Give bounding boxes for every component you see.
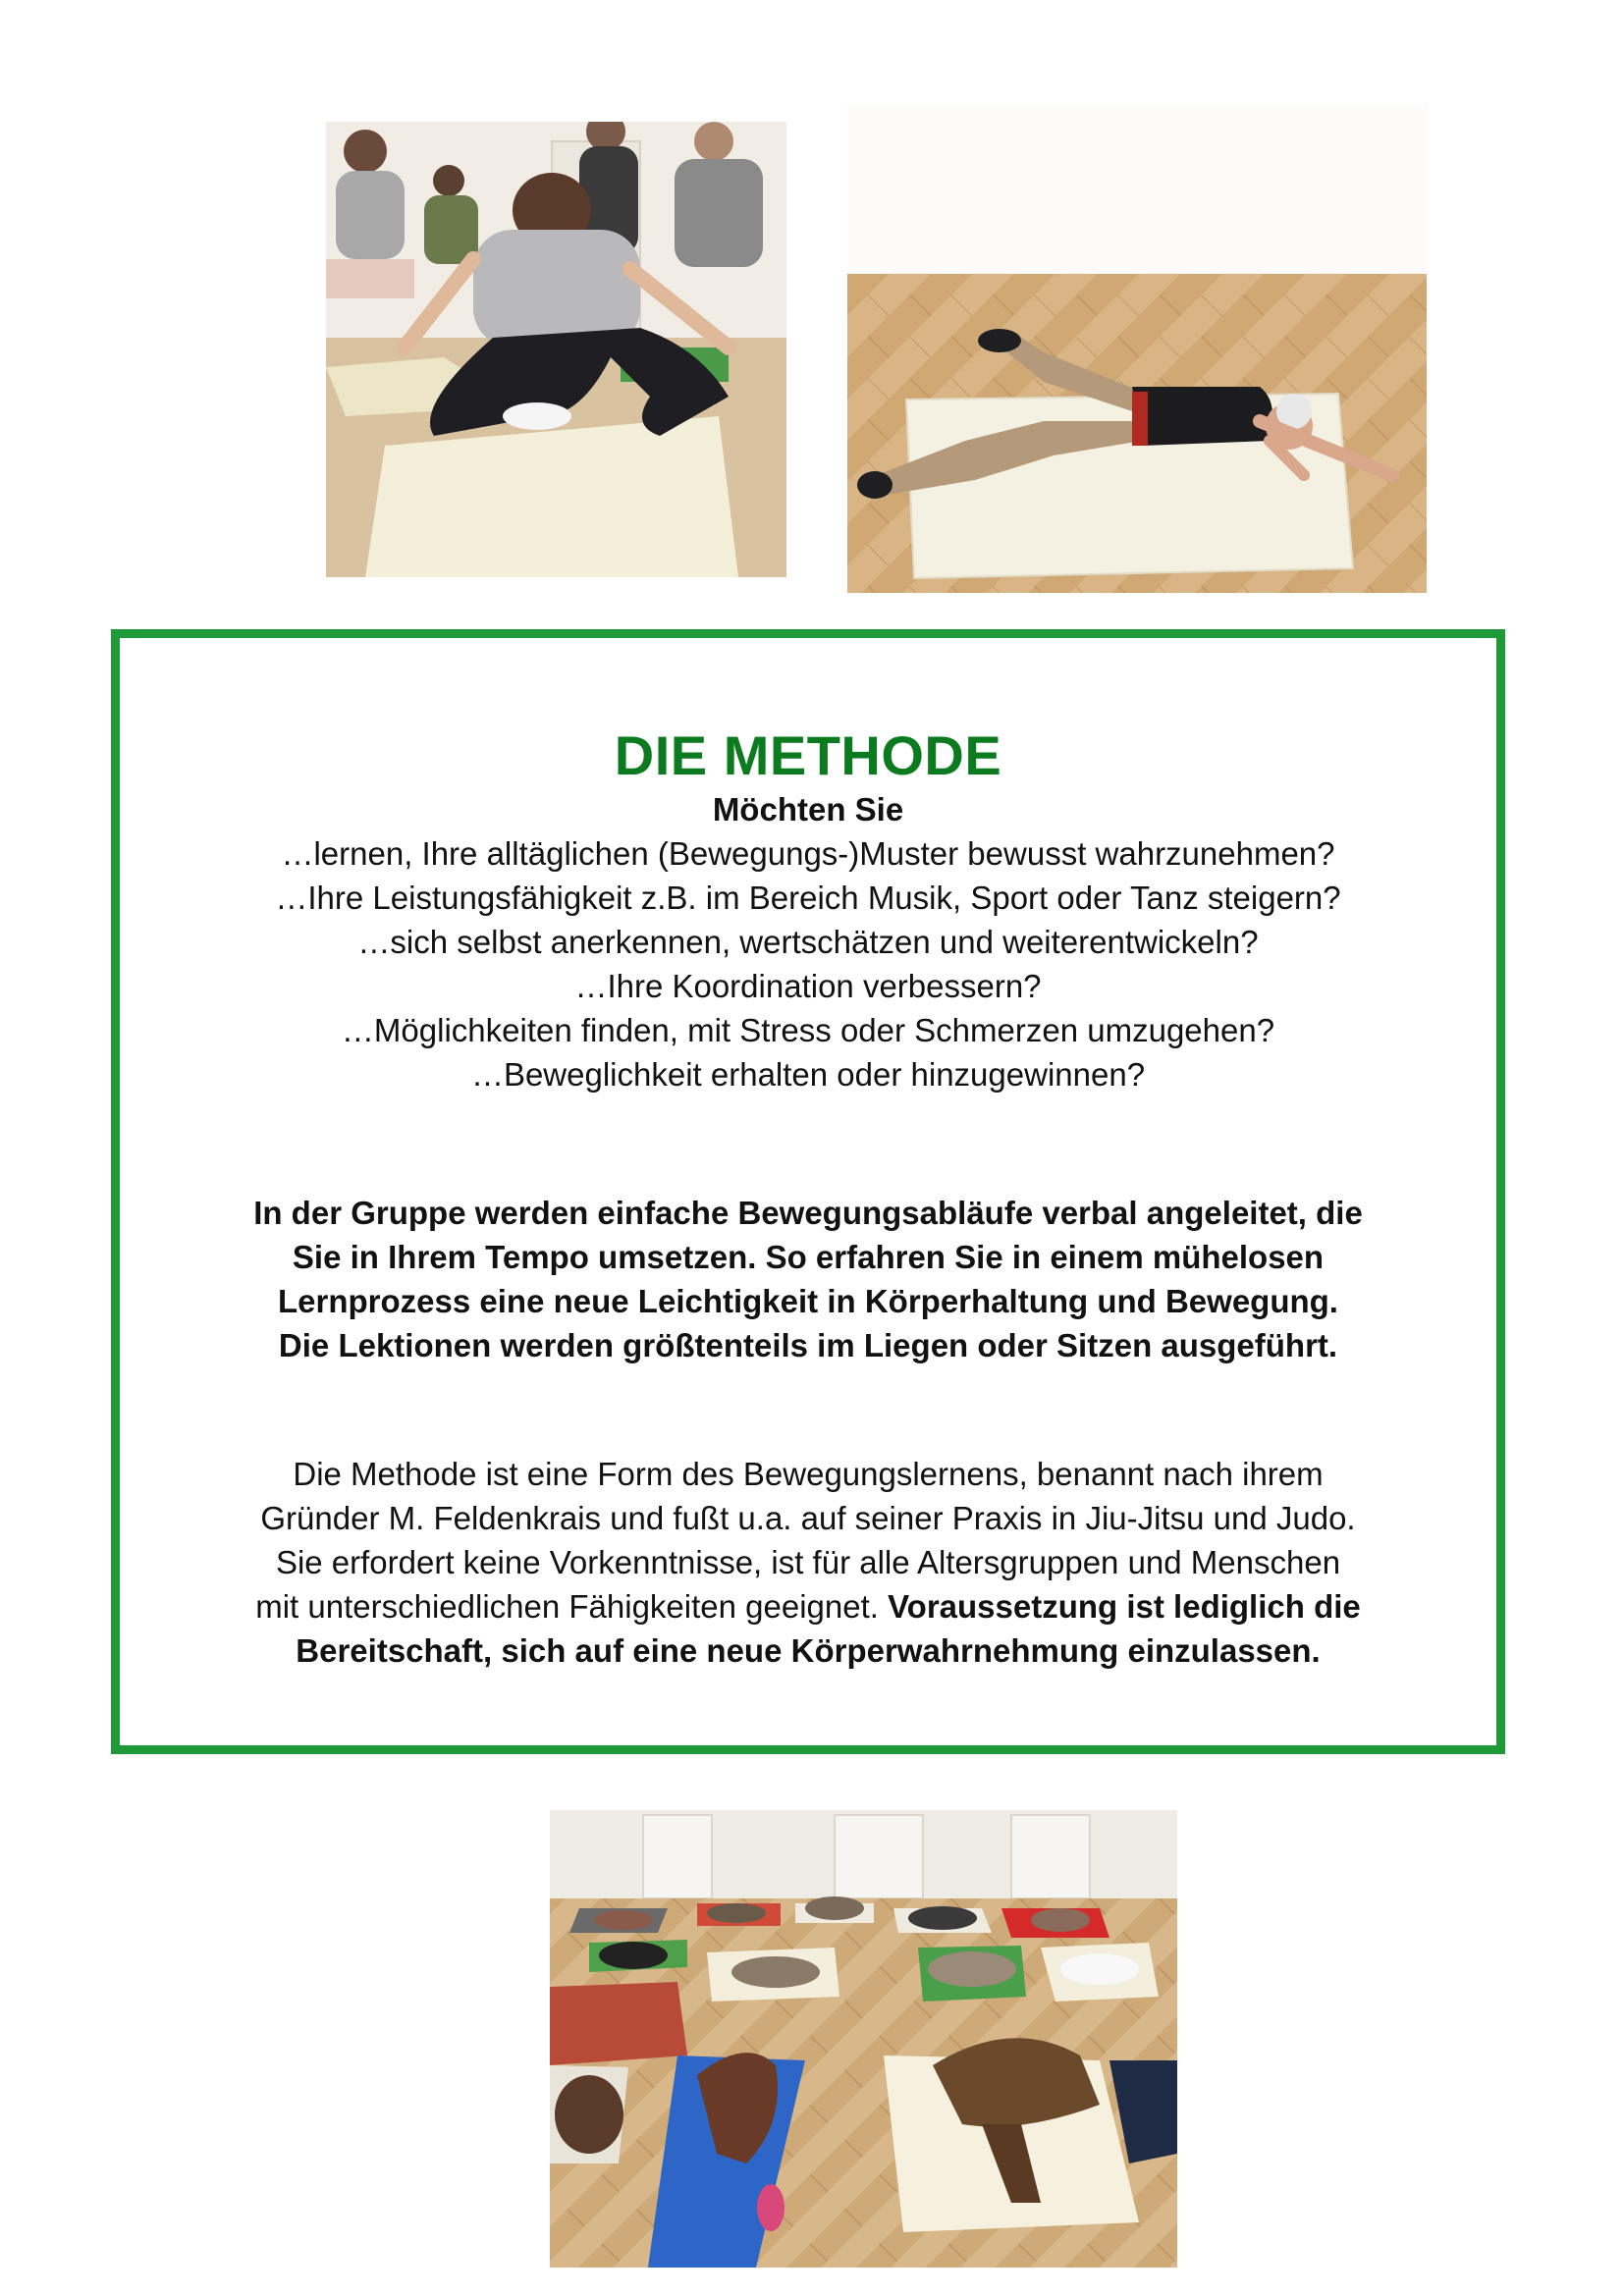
intro-line: Die Lektionen werden größtenteils im Liegen oder Sitzen ausgeführt.: [278, 1327, 1338, 1363]
description-plain-text: mit unterschiedlichen Fähigkeiten geeignet.: [255, 1588, 889, 1625]
photo-group-stretching: [326, 122, 786, 577]
description-line: Gründer M. Feldenkrais und fußt u.a. auf seiner Praxis in Jiu-Jitsu und Judo.: [260, 1500, 1356, 1536]
description-line-bold: [159, 1629, 1457, 1673]
method-description-paragraph: [120, 1452, 1496, 1673]
question-line: …Ihre Leistungsfähigkeit z.B. im Bereich Musik, Sport oder Tanz steigern?: [275, 880, 1341, 916]
question-line: …sich selbst anerkennen, wertschätzen und weiterentwickeln?: [357, 924, 1259, 960]
photo-man-lying-on-mat: [847, 274, 1427, 593]
description-line: Sie erfordert keine Vorkenntnisse, ist für alle Altersgruppen und Menschen: [275, 1544, 1341, 1580]
intro-line: Lernprozess eine neue Leichtigkeit in Körperhaltung und Bewegung.: [278, 1283, 1338, 1319]
photo-background-area: [847, 105, 1427, 274]
method-info-box: [111, 629, 1505, 1754]
question-line: …Möglichkeiten finden, mit Stress oder Schmerzen umzugehen?: [341, 1012, 1275, 1048]
intro-line: Sie in Ihrem Tempo umsetzen. So erfahren Sie in einem mühelosen: [292, 1239, 1325, 1275]
group-intro-paragraph: [120, 1191, 1496, 1367]
photo-group-lying-on-mats: [550, 1810, 1177, 2268]
question-line: …lernen, Ihre alltäglichen (Bewegungs-)Muster bewusst wahrzunehmen?: [281, 835, 1335, 872]
description-bold-text: Voraussetzung ist lediglich die: [888, 1588, 1361, 1625]
question-line: …Ihre Koordination verbessern?: [574, 968, 1042, 1004]
method-title: DIE METHODE: [614, 724, 1002, 786]
description-bold-text: Bereitschaft, sich auf eine neue Körperwahrnehmung einzulassen.: [296, 1632, 1321, 1669]
description-line-mixed: [159, 1584, 1457, 1629]
questions-heading: Möchten Sie: [712, 791, 904, 828]
intro-line: In der Gruppe werden einfache Bewegungsabläufe verbal angeleitet, die: [253, 1195, 1363, 1231]
description-line: Die Methode ist eine Form des Bewegungslernens, benannt nach ihrem: [293, 1456, 1324, 1492]
question-line: …Beweglichkeit erhalten oder hinzugewinnen?: [470, 1056, 1146, 1093]
